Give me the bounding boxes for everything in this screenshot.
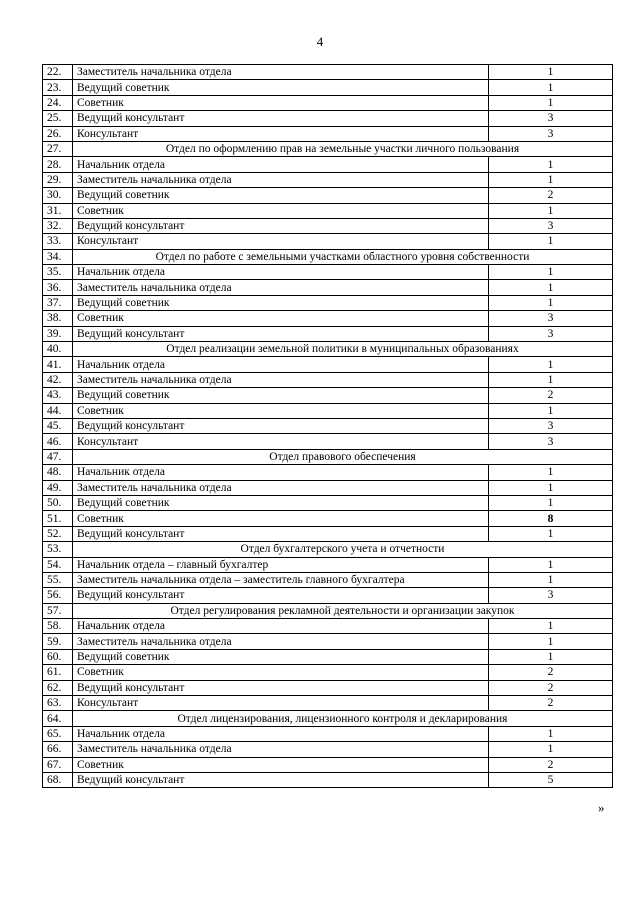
- position-title: Ведущий консультант: [73, 218, 489, 233]
- row-number: 64.: [43, 711, 73, 726]
- row-number: 42.: [43, 372, 73, 387]
- department-row: [43, 342, 613, 357]
- table-row: [43, 757, 613, 772]
- table-row: [43, 372, 613, 387]
- table-row: [43, 80, 613, 95]
- row-number: 67.: [43, 757, 73, 772]
- position-count: 1: [489, 95, 613, 110]
- department-name: Отдел правового обеспечения: [73, 449, 613, 464]
- table-row: [43, 557, 613, 572]
- position-title: Консультант: [73, 696, 489, 711]
- row-number: 28.: [43, 157, 73, 172]
- position-count: 8: [489, 511, 613, 526]
- row-number: 54.: [43, 557, 73, 572]
- department-row: [43, 449, 613, 464]
- position-count: 1: [489, 157, 613, 172]
- continuation-mark: »: [598, 800, 605, 815]
- position-title: Начальник отдела – главный бухгалтер: [73, 557, 489, 572]
- position-title: Ведущий советник: [73, 188, 489, 203]
- table-row: [43, 572, 613, 587]
- row-number: 33.: [43, 234, 73, 249]
- position-count: 1: [489, 526, 613, 541]
- position-count: 3: [489, 434, 613, 449]
- department-row: [43, 141, 613, 156]
- row-number: 37.: [43, 295, 73, 310]
- table-row: [43, 495, 613, 510]
- table-row: [43, 680, 613, 695]
- position-title: Заместитель начальника отдела: [73, 65, 489, 80]
- table-row: [43, 480, 613, 495]
- position-count: 2: [489, 696, 613, 711]
- department-name: Отдел по работе с земельными участками областного уровня собственности: [73, 249, 613, 264]
- position-count: 1: [489, 649, 613, 664]
- row-number: 50.: [43, 495, 73, 510]
- staffing-table: [42, 64, 613, 788]
- position-count: 3: [489, 311, 613, 326]
- row-number: 38.: [43, 311, 73, 326]
- position-count: 1: [489, 80, 613, 95]
- row-number: 58.: [43, 619, 73, 634]
- position-count: 1: [489, 265, 613, 280]
- department-row: [43, 249, 613, 264]
- position-count: 3: [489, 218, 613, 233]
- table-row: [43, 434, 613, 449]
- position-count: 1: [489, 280, 613, 295]
- position-count: 1: [489, 203, 613, 218]
- row-number: 63.: [43, 696, 73, 711]
- row-number: 62.: [43, 680, 73, 695]
- position-title: Заместитель начальника отдела: [73, 742, 489, 757]
- position-count: 3: [489, 111, 613, 126]
- position-count: 2: [489, 757, 613, 772]
- table-row: [43, 388, 613, 403]
- position-count: 3: [489, 418, 613, 433]
- table-row: [43, 696, 613, 711]
- position-title: Консультант: [73, 234, 489, 249]
- position-title: Советник: [73, 757, 489, 772]
- row-number: 57.: [43, 603, 73, 618]
- row-number: 31.: [43, 203, 73, 218]
- position-count: 1: [489, 726, 613, 741]
- row-number: 29.: [43, 172, 73, 187]
- position-title: Консультант: [73, 434, 489, 449]
- row-number: 35.: [43, 265, 73, 280]
- row-number: 46.: [43, 434, 73, 449]
- position-count: 5: [489, 772, 613, 787]
- position-count: 1: [489, 495, 613, 510]
- row-number: 56.: [43, 588, 73, 603]
- position-title: Ведущий консультант: [73, 680, 489, 695]
- position-title: Ведущий консультант: [73, 418, 489, 433]
- position-title: Советник: [73, 403, 489, 418]
- position-title: Начальник отдела: [73, 357, 489, 372]
- position-title: Ведущий советник: [73, 649, 489, 664]
- row-number: 53.: [43, 542, 73, 557]
- position-title: Заместитель начальника отдела: [73, 280, 489, 295]
- row-number: 25.: [43, 111, 73, 126]
- row-number: 23.: [43, 80, 73, 95]
- position-title: Ведущий консультант: [73, 772, 489, 787]
- table-row: [43, 357, 613, 372]
- department-name: Отдел по оформлению прав на земельные участки личного пользования: [73, 141, 613, 156]
- row-number: 65.: [43, 726, 73, 741]
- department-row: [43, 603, 613, 618]
- position-count: 1: [489, 357, 613, 372]
- table-row: [43, 218, 613, 233]
- table-row: [43, 188, 613, 203]
- position-count: 1: [489, 172, 613, 187]
- position-title: Советник: [73, 511, 489, 526]
- position-title: Ведущий советник: [73, 295, 489, 310]
- position-count: 2: [489, 680, 613, 695]
- row-number: 68.: [43, 772, 73, 787]
- row-number: 40.: [43, 342, 73, 357]
- position-count: 1: [489, 65, 613, 80]
- row-number: 30.: [43, 188, 73, 203]
- row-number: 34.: [43, 249, 73, 264]
- table-row: [43, 465, 613, 480]
- position-count: 2: [489, 188, 613, 203]
- position-count: 1: [489, 742, 613, 757]
- row-number: 44.: [43, 403, 73, 418]
- position-title: Заместитель начальника отдела: [73, 480, 489, 495]
- position-count: 2: [489, 665, 613, 680]
- position-title: Начальник отдела: [73, 265, 489, 280]
- row-number: 59.: [43, 634, 73, 649]
- row-number: 22.: [43, 65, 73, 80]
- position-title: Ведущий советник: [73, 80, 489, 95]
- row-number: 39.: [43, 326, 73, 341]
- row-number: 27.: [43, 141, 73, 156]
- row-number: 52.: [43, 526, 73, 541]
- row-number: 24.: [43, 95, 73, 110]
- table-row: [43, 95, 613, 110]
- row-number: 60.: [43, 649, 73, 664]
- position-count: 1: [489, 572, 613, 587]
- position-count: 3: [489, 126, 613, 141]
- position-count: 1: [489, 634, 613, 649]
- row-number: 55.: [43, 572, 73, 587]
- table-row: [43, 418, 613, 433]
- position-title: Заместитель начальника отдела: [73, 634, 489, 649]
- table-row: [43, 772, 613, 787]
- position-title: Ведущий советник: [73, 388, 489, 403]
- table-row: [43, 157, 613, 172]
- position-title: Советник: [73, 203, 489, 218]
- row-number: 43.: [43, 388, 73, 403]
- position-count: 3: [489, 326, 613, 341]
- position-count: 1: [489, 234, 613, 249]
- table-row: [43, 265, 613, 280]
- table-row: [43, 172, 613, 187]
- row-number: 51.: [43, 511, 73, 526]
- position-title: Заместитель начальника отдела: [73, 372, 489, 387]
- row-number: 45.: [43, 418, 73, 433]
- table-row: [43, 126, 613, 141]
- row-number: 26.: [43, 126, 73, 141]
- department-row: [43, 711, 613, 726]
- row-number: 49.: [43, 480, 73, 495]
- table-row: [43, 280, 613, 295]
- table-row: [43, 526, 613, 541]
- position-count: 1: [489, 480, 613, 495]
- table-row: [43, 326, 613, 341]
- department-name: Отдел регулирования рекламной деятельности и организации закупок: [73, 603, 613, 618]
- position-title: Ведущий консультант: [73, 111, 489, 126]
- department-row: [43, 542, 613, 557]
- table-row: [43, 295, 613, 310]
- position-title: Ведущий консультант: [73, 526, 489, 541]
- position-count: 1: [489, 372, 613, 387]
- table-row: [43, 111, 613, 126]
- position-title: Начальник отдела: [73, 157, 489, 172]
- position-count: 2: [489, 388, 613, 403]
- table-row: [43, 203, 613, 218]
- table-row: [43, 311, 613, 326]
- table-row: [43, 234, 613, 249]
- row-number: 47.: [43, 449, 73, 464]
- table-row: [43, 665, 613, 680]
- table-row: [43, 619, 613, 634]
- row-number: 32.: [43, 218, 73, 233]
- position-count: 1: [489, 295, 613, 310]
- table-row: [43, 65, 613, 80]
- table-row: [43, 634, 613, 649]
- position-count: 3: [489, 588, 613, 603]
- table-row: [43, 403, 613, 418]
- table-row: [43, 742, 613, 757]
- row-number: 66.: [43, 742, 73, 757]
- position-title: Консультант: [73, 126, 489, 141]
- position-count: 1: [489, 557, 613, 572]
- row-number: 36.: [43, 280, 73, 295]
- position-title: Начальник отдела: [73, 619, 489, 634]
- position-title: Ведущий советник: [73, 495, 489, 510]
- page-number: 4: [316, 34, 324, 49]
- position-title: Начальник отдела: [73, 726, 489, 741]
- position-title: Начальник отдела: [73, 465, 489, 480]
- table-row: [43, 726, 613, 741]
- position-count: 1: [489, 465, 613, 480]
- position-title: Заместитель начальника отдела: [73, 172, 489, 187]
- position-title: Советник: [73, 311, 489, 326]
- position-title: Советник: [73, 665, 489, 680]
- position-count: 1: [489, 619, 613, 634]
- table-row: [43, 588, 613, 603]
- row-number: 41.: [43, 357, 73, 372]
- department-name: Отдел реализации земельной политики в муниципальных образованиях: [73, 342, 613, 357]
- position-title: Ведущий консультант: [73, 588, 489, 603]
- department-name: Отдел лицензирования, лицензионного контроля и декларирования: [73, 711, 613, 726]
- position-title: Ведущий консультант: [73, 326, 489, 341]
- department-name: Отдел бухгалтерского учета и отчетности: [73, 542, 613, 557]
- staffing-table-body: [43, 65, 613, 788]
- position-count: 1: [489, 403, 613, 418]
- table-row: [43, 649, 613, 664]
- table-row: [43, 511, 613, 526]
- row-number: 48.: [43, 465, 73, 480]
- row-number: 61.: [43, 665, 73, 680]
- position-title: Заместитель начальника отдела – заместитель главного бухгалтера: [73, 572, 489, 587]
- position-title: Советник: [73, 95, 489, 110]
